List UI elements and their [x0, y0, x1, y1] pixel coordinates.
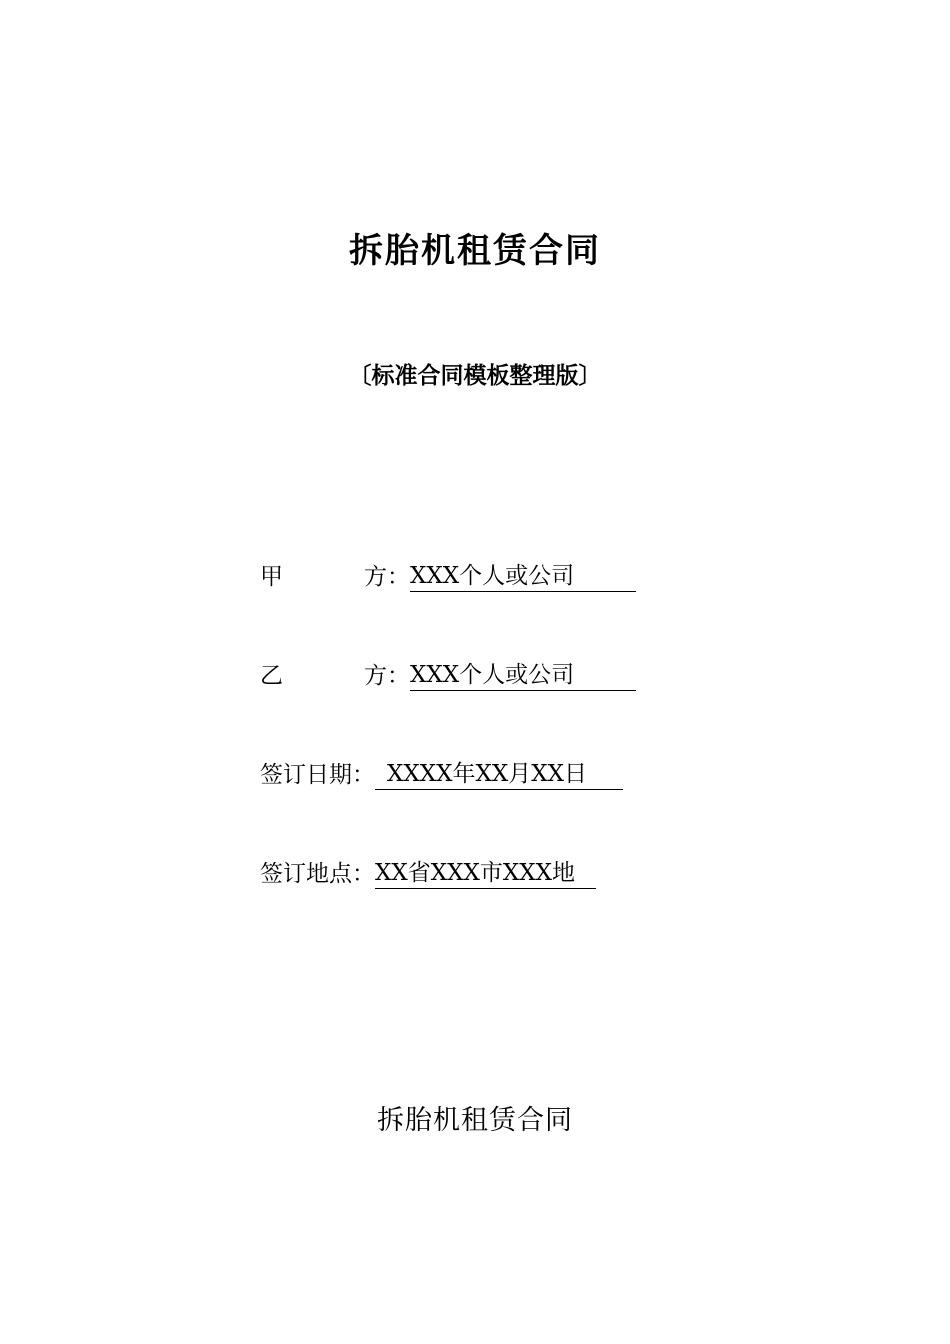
signing-date-value: XXXX年XX月XX日 — [375, 760, 623, 790]
signing-place-label: 签订地点 — [260, 861, 352, 887]
party-a-value: XXX个人或公司 — [410, 562, 636, 592]
body-title: 拆胎机租赁合同 — [377, 1105, 573, 1136]
document-title: 拆胎机租赁合同 — [349, 231, 601, 271]
party-b-value: XXX个人或公司 — [410, 661, 636, 691]
party-b-field — [260, 657, 636, 691]
party-b-label-char-2: 方 — [364, 663, 387, 689]
signing-place-value: XX省XXX市XXX地 — [375, 859, 596, 889]
signing-place-field — [260, 855, 596, 889]
party-a-label-char-1: 甲 — [260, 564, 283, 590]
party-b-label-char-1: 乙 — [260, 663, 283, 689]
signing-date-label: 签订日期 — [260, 762, 352, 788]
document-subtitle: 〔标准合同模板整理版〕 — [348, 362, 602, 389]
signing-date-field — [260, 756, 623, 790]
party-a-label-char-2: 方 — [364, 564, 387, 590]
party-a-field — [260, 558, 636, 592]
signing-place-separator: ： — [352, 861, 375, 887]
party-b-separator: ： — [387, 663, 410, 689]
party-a-label — [260, 562, 387, 592]
party-a-separator: ： — [387, 564, 410, 590]
signing-date-separator: ： — [352, 762, 375, 788]
party-b-label — [260, 661, 387, 691]
